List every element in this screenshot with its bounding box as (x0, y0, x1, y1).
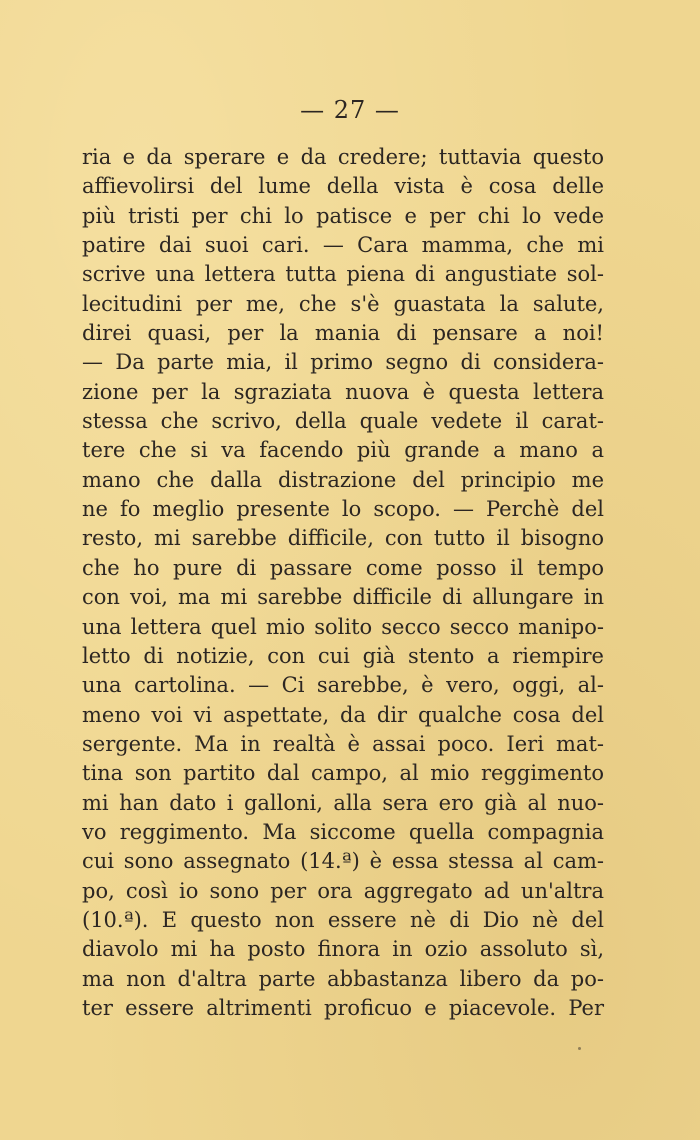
text-line: più tristi per chi lo patisce e per chi lo vede (82, 203, 604, 228)
text-line: con voi, ma mi sarebbe difficile di allungare in (82, 585, 604, 610)
text-line: tere che si va facendo più grande a mano a (82, 438, 604, 463)
text-line: meno voi vi aspettate, da dir qualche cosa del (82, 702, 604, 727)
page-number: — 27 — (300, 96, 400, 124)
text-line: patire dai suoi cari. — Cara mamma, che mi (82, 233, 604, 258)
text-line: tina son partito dal campo, al mio reggimento (82, 761, 604, 786)
text-line: mi han dato i galloni, alla sera ero già al nuo- (82, 790, 604, 815)
text-line: una lettera quel mio solito secco secco manipo- (82, 614, 604, 639)
text-line: (10.ª). E questo non essere nè di Dio nè del (82, 907, 604, 932)
text-line: resto, mi sarebbe difficile, con tutto il bisogno (82, 526, 604, 551)
text-line: letto di notizie, con cui già stento a riempire (82, 643, 604, 668)
text-line: stessa che scrivo, della quale vedete il carat- (82, 409, 604, 434)
text-line: diavolo mi ha posto finora in ozio assoluto sì, (82, 937, 604, 962)
text-line: ma non d'altra parte abbastanza libero da po- (82, 966, 604, 991)
text-line: zione per la sgraziata nuova è questa lettera (82, 379, 604, 404)
text-line: ria e da sperare e da credere; tuttavia questo (82, 145, 604, 169)
text-line: ter essere altrimenti proficuo e piacevole. Per (82, 995, 604, 1020)
text-line: lecitudini per me, che s'è guastata la salute, (82, 291, 604, 316)
text-line: una cartolina. — Ci sarebbe, è vero, oggi, al- (82, 673, 604, 698)
text-line: scrive una lettera tutta piena di angustiate sol- (82, 262, 604, 287)
text-line: po, così io sono per ora aggregato ad un'altra (82, 878, 604, 903)
text-line: ne fo meglio presente lo scopo. — Perchè del (82, 497, 604, 522)
page-body-text (82, 143, 604, 1023)
text-line: — Da parte mia, il primo segno di considera- (82, 350, 604, 375)
text-line: affievolirsi del lume della vista è cosa delle (82, 174, 604, 199)
text-line: che ho pure di passare come posso il tempo (82, 555, 604, 580)
paper-speck (578, 1047, 581, 1050)
text-line: direi quasi, per la mania di pensare a noi! (82, 321, 604, 346)
text-line: cui sono assegnato (14.ª) è essa stessa al cam- (82, 849, 604, 874)
text-line: vo reggimento. Ma siccome quella compagnia (82, 819, 604, 844)
text-line: mano che dalla distrazione del principio me (82, 467, 604, 492)
text-line: sergente. Ma in realtà è assai poco. Ieri mat- (82, 731, 604, 756)
